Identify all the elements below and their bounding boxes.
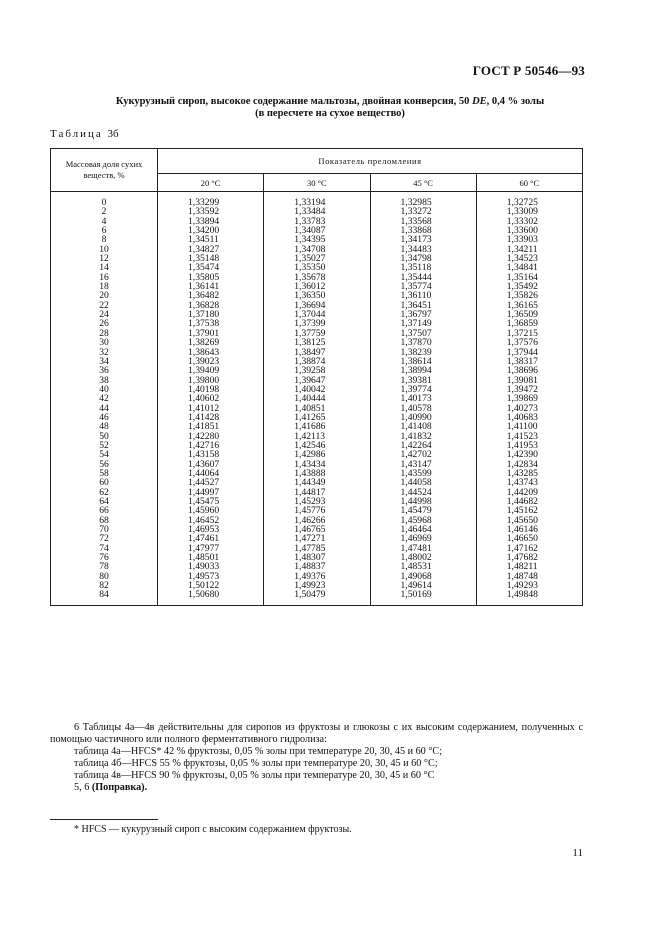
- cell-mass-fraction: 36: [51, 366, 158, 375]
- cell-mass-fraction: 20: [51, 291, 158, 300]
- table-label: [50, 128, 119, 140]
- cell-refraction-index: 1,38317: [476, 357, 582, 366]
- cell-refraction-index: 1,35118: [370, 263, 476, 272]
- cell-refraction-index: 1,34173: [370, 235, 476, 244]
- cell-refraction-index: 1,39081: [476, 376, 582, 385]
- cell-mass-fraction: 48: [51, 422, 158, 431]
- cell-refraction-index: 1,46452: [158, 516, 264, 525]
- cell-refraction-index: 1,40683: [476, 413, 582, 422]
- cell-mass-fraction: 76: [51, 553, 158, 562]
- cell-refraction-index: 1,49068: [370, 572, 476, 581]
- cell-refraction-index: 1,37180: [158, 310, 264, 319]
- cell-refraction-index: 1,39409: [158, 366, 264, 375]
- cell-mass-fraction: 4: [51, 217, 158, 226]
- cell-refraction-index: 1,47461: [158, 534, 264, 543]
- cell-refraction-index: 1,34798: [370, 254, 476, 263]
- cell-refraction-index: 1,41523: [476, 432, 582, 441]
- cell-refraction-index: 1,42280: [158, 432, 264, 441]
- table-label-word: Таблица: [50, 128, 103, 140]
- cell-refraction-index: 1,48748: [476, 572, 582, 581]
- cell-refraction-index: 1,36141: [158, 282, 264, 291]
- cell-refraction-index: 1,35774: [370, 282, 476, 291]
- cell-refraction-index: 1,36012: [264, 282, 370, 291]
- cell-refraction-index: 1,43743: [476, 478, 582, 487]
- cell-mass-fraction: 50: [51, 432, 158, 441]
- cell-mass-fraction: 12: [51, 254, 158, 263]
- cell-refraction-index: 1,49033: [158, 562, 264, 571]
- cell-refraction-index: 1,36859: [476, 319, 582, 328]
- cell-mass-fraction: 6: [51, 226, 158, 235]
- table-row: [51, 192, 583, 208]
- cell-refraction-index: 1,37399: [264, 319, 370, 328]
- cell-mass-fraction: 56: [51, 460, 158, 469]
- cell-refraction-index: 1,50122: [158, 581, 264, 590]
- amendment-note: [50, 782, 583, 794]
- note-paragraph: 6 Таблицы 4а—4в действительны для сиропов из фруктозы и глюкозы с их высоким содержанием, полученных с помощью частичного или полного ферментативного гидролиза:: [50, 722, 583, 745]
- cell-refraction-index: 1,34708: [264, 245, 370, 254]
- cell-mass-fraction: 54: [51, 450, 158, 459]
- cell-mass-fraction: 74: [51, 544, 158, 553]
- cell-refraction-index: 1,42264: [370, 441, 476, 450]
- cell-refraction-index: 1,48837: [264, 562, 370, 571]
- note-line-4v: таблица 4в—HFCS 90 % фруктозы, 0,05 % золы при температуре 20, 30, 45 и 60 °С: [74, 770, 435, 781]
- cell-refraction-index: 1,37901: [158, 329, 264, 338]
- cell-refraction-index: 1,38643: [158, 348, 264, 357]
- cell-mass-fraction: 28: [51, 329, 158, 338]
- cell-refraction-index: 1,47785: [264, 544, 370, 553]
- cell-refraction-index: 1,34087: [264, 226, 370, 235]
- cell-refraction-index: 1,35678: [264, 273, 370, 282]
- cell-mass-fraction: 42: [51, 394, 158, 403]
- cell-refraction-index: 1,49376: [264, 572, 370, 581]
- cell-refraction-index: 1,33894: [158, 217, 264, 226]
- cell-refraction-index: 1,43607: [158, 460, 264, 469]
- cell-refraction-index: 1,40578: [370, 404, 476, 413]
- cell-mass-fraction: 66: [51, 506, 158, 515]
- cell-refraction-index: 1,33903: [476, 235, 582, 244]
- footnote-divider: [50, 819, 158, 820]
- cell-refraction-index: 1,42834: [476, 460, 582, 469]
- cell-refraction-index: 1,46146: [476, 525, 582, 534]
- cell-refraction-index: 1,34841: [476, 263, 582, 272]
- cell-refraction-index: 1,36828: [158, 301, 264, 310]
- cell-refraction-index: 1,44064: [158, 469, 264, 478]
- cell-refraction-index: 1,44817: [264, 488, 370, 497]
- cell-refraction-index: 1,40173: [370, 394, 476, 403]
- column-header-mass: Массовая доля сухих веществ, %: [51, 149, 158, 192]
- cell-refraction-index: 1,45293: [264, 497, 370, 506]
- cell-refraction-index: 1,41408: [370, 422, 476, 431]
- cell-refraction-index: 1,37870: [370, 338, 476, 347]
- cell-refraction-index: 1,48307: [264, 553, 370, 562]
- cell-refraction-index: 1,36509: [476, 310, 582, 319]
- cell-refraction-index: 1,45960: [158, 506, 264, 515]
- cell-refraction-index: 1,47481: [370, 544, 476, 553]
- table-number: 3б: [107, 128, 119, 140]
- column-header-temp-20: 20 °С: [158, 174, 264, 192]
- amendment-prefix: 5, 6: [74, 782, 92, 793]
- cell-mass-fraction: 34: [51, 357, 158, 366]
- cell-refraction-index: 1,42716: [158, 441, 264, 450]
- cell-mass-fraction: 24: [51, 310, 158, 319]
- cell-refraction-index: 1,47977: [158, 544, 264, 553]
- cell-mass-fraction: 80: [51, 572, 158, 581]
- cell-refraction-index: 1,44209: [476, 488, 582, 497]
- cell-refraction-index: 1,43888: [264, 469, 370, 478]
- cell-refraction-index: 1,38239: [370, 348, 476, 357]
- cell-mass-fraction: 64: [51, 497, 158, 506]
- cell-refraction-index: 1,49293: [476, 581, 582, 590]
- cell-mass-fraction: 32: [51, 348, 158, 357]
- column-header-temp-30: 30 °С: [264, 174, 370, 192]
- cell-refraction-index: 1,37507: [370, 329, 476, 338]
- cell-refraction-index: 1,45162: [476, 506, 582, 515]
- cell-refraction-index: 1,34211: [476, 245, 582, 254]
- cell-mass-fraction: 70: [51, 525, 158, 534]
- cell-refraction-index: 1,32985: [370, 192, 476, 208]
- cell-refraction-index: 1,46650: [476, 534, 582, 543]
- cell-refraction-index: 1,42113: [264, 432, 370, 441]
- page-number: 11: [572, 847, 583, 859]
- cell-refraction-index: 1,37044: [264, 310, 370, 319]
- cell-refraction-index: 1,37576: [476, 338, 582, 347]
- heading-line-1-suffix: , 0,4 % золы: [486, 96, 545, 107]
- cell-refraction-index: 1,46969: [370, 534, 476, 543]
- cell-refraction-index: 1,45968: [370, 516, 476, 525]
- cell-refraction-index: 1,44527: [158, 478, 264, 487]
- cell-refraction-index: 1,41686: [264, 422, 370, 431]
- cell-refraction-index: 1,48211: [476, 562, 582, 571]
- cell-refraction-index: 1,35826: [476, 291, 582, 300]
- cell-refraction-index: 1,36797: [370, 310, 476, 319]
- cell-refraction-index: 1,47162: [476, 544, 582, 553]
- cell-refraction-index: 1,41832: [370, 432, 476, 441]
- cell-refraction-index: 1,33783: [264, 217, 370, 226]
- cell-refraction-index: 1,36350: [264, 291, 370, 300]
- cell-refraction-index: 1,43158: [158, 450, 264, 459]
- cell-refraction-index: 1,50479: [264, 590, 370, 605]
- cell-refraction-index: 1,33272: [370, 207, 476, 216]
- cell-refraction-index: 1,43285: [476, 469, 582, 478]
- cell-refraction-index: 1,40602: [158, 394, 264, 403]
- cell-refraction-index: 1,39381: [370, 376, 476, 385]
- notes-section: [50, 722, 583, 794]
- cell-mass-fraction: 38: [51, 376, 158, 385]
- cell-mass-fraction: 0: [51, 192, 158, 208]
- cell-refraction-index: 1,46953: [158, 525, 264, 534]
- cell-refraction-index: 1,41100: [476, 422, 582, 431]
- cell-refraction-index: 1,49848: [476, 590, 582, 605]
- cell-refraction-index: 1,35027: [264, 254, 370, 263]
- cell-refraction-index: 1,34523: [476, 254, 582, 263]
- cell-refraction-index: 1,46266: [264, 516, 370, 525]
- cell-refraction-index: 1,33868: [370, 226, 476, 235]
- cell-refraction-index: 1,48531: [370, 562, 476, 571]
- cell-mass-fraction: 10: [51, 245, 158, 254]
- cell-refraction-index: 1,36110: [370, 291, 476, 300]
- cell-mass-fraction: 72: [51, 534, 158, 543]
- cell-refraction-index: 1,38497: [264, 348, 370, 357]
- cell-refraction-index: 1,35805: [158, 273, 264, 282]
- cell-refraction-index: 1,38125: [264, 338, 370, 347]
- table-row: [51, 590, 583, 605]
- cell-refraction-index: 1,36694: [264, 301, 370, 310]
- cell-refraction-index: 1,38269: [158, 338, 264, 347]
- cell-refraction-index: 1,40042: [264, 385, 370, 394]
- cell-refraction-index: 1,42546: [264, 441, 370, 450]
- footnote: * HFCS — кукурузный сироп с высоким содержанием фруктозы.: [74, 824, 352, 835]
- cell-refraction-index: 1,36451: [370, 301, 476, 310]
- document-code: ГОСТ Р 50546—93: [472, 63, 585, 78]
- cell-refraction-index: 1,34511: [158, 235, 264, 244]
- cell-refraction-index: 1,43599: [370, 469, 476, 478]
- cell-refraction-index: 1,35148: [158, 254, 264, 263]
- cell-refraction-index: 1,45650: [476, 516, 582, 525]
- cell-refraction-index: 1,37944: [476, 348, 582, 357]
- cell-refraction-index: 1,49573: [158, 572, 264, 581]
- cell-refraction-index: 1,44998: [370, 497, 476, 506]
- column-header-refraction: Показатель преломления: [158, 149, 583, 174]
- cell-mass-fraction: 62: [51, 488, 158, 497]
- cell-mass-fraction: 16: [51, 273, 158, 282]
- cell-refraction-index: 1,33299: [158, 192, 264, 208]
- cell-mass-fraction: 58: [51, 469, 158, 478]
- cell-refraction-index: 1,37215: [476, 329, 582, 338]
- cell-refraction-index: 1,33194: [264, 192, 370, 208]
- cell-refraction-index: 1,33009: [476, 207, 582, 216]
- cell-refraction-index: 1,44682: [476, 497, 582, 506]
- cell-mass-fraction: 46: [51, 413, 158, 422]
- cell-refraction-index: 1,39774: [370, 385, 476, 394]
- cell-refraction-index: 1,42702: [370, 450, 476, 459]
- cell-mass-fraction: 60: [51, 478, 158, 487]
- cell-mass-fraction: 30: [51, 338, 158, 347]
- table-body: [51, 192, 583, 606]
- cell-refraction-index: 1,43147: [370, 460, 476, 469]
- cell-mass-fraction: 44: [51, 404, 158, 413]
- heading-line-2: (в пересчете на сухое вещество): [255, 108, 405, 119]
- cell-mass-fraction: 18: [51, 282, 158, 291]
- cell-refraction-index: 1,39800: [158, 376, 264, 385]
- cell-refraction-index: 1,33592: [158, 207, 264, 216]
- cell-refraction-index: 1,44524: [370, 488, 476, 497]
- cell-mass-fraction: 84: [51, 590, 158, 605]
- cell-refraction-index: 1,36165: [476, 301, 582, 310]
- cell-refraction-index: 1,44997: [158, 488, 264, 497]
- heading-de: DE: [472, 96, 487, 107]
- cell-refraction-index: 1,40990: [370, 413, 476, 422]
- cell-refraction-index: 1,32725: [476, 192, 582, 208]
- table-heading: [40, 96, 620, 120]
- cell-mass-fraction: 8: [51, 235, 158, 244]
- cell-refraction-index: 1,34200: [158, 226, 264, 235]
- cell-refraction-index: 1,40851: [264, 404, 370, 413]
- cell-mass-fraction: 2: [51, 207, 158, 216]
- cell-refraction-index: 1,37149: [370, 319, 476, 328]
- cell-refraction-index: 1,33302: [476, 217, 582, 226]
- cell-refraction-index: 1,41265: [264, 413, 370, 422]
- cell-refraction-index: 1,39869: [476, 394, 582, 403]
- cell-refraction-index: 1,39472: [476, 385, 582, 394]
- cell-refraction-index: 1,44058: [370, 478, 476, 487]
- cell-mass-fraction: 68: [51, 516, 158, 525]
- note-line-4a: таблица 4а—HFCS* 42 % фруктозы, 0,05 % золы при температуре 20, 30, 45 и 60 °С;: [74, 746, 443, 757]
- column-header-temp-60: 60 °С: [476, 174, 582, 192]
- cell-refraction-index: 1,35444: [370, 273, 476, 282]
- note-line-4b: таблица 4б—HFCS 55 % фруктозы, 0,05 % золы при температуре 20, 30, 45 и 60 °С;: [74, 758, 438, 769]
- cell-refraction-index: 1,48002: [370, 553, 476, 562]
- cell-refraction-index: 1,50680: [158, 590, 264, 605]
- cell-mass-fraction: 78: [51, 562, 158, 571]
- cell-refraction-index: 1,41012: [158, 404, 264, 413]
- cell-refraction-index: 1,39647: [264, 376, 370, 385]
- cell-refraction-index: 1,45776: [264, 506, 370, 515]
- cell-refraction-index: 1,39023: [158, 357, 264, 366]
- cell-refraction-index: 1,46464: [370, 525, 476, 534]
- cell-refraction-index: 1,47271: [264, 534, 370, 543]
- cell-refraction-index: 1,44349: [264, 478, 370, 487]
- cell-refraction-index: 1,34395: [264, 235, 370, 244]
- cell-refraction-index: 1,39258: [264, 366, 370, 375]
- cell-refraction-index: 1,48501: [158, 553, 264, 562]
- cell-refraction-index: 1,45479: [370, 506, 476, 515]
- cell-mass-fraction: 14: [51, 263, 158, 272]
- cell-mass-fraction: 40: [51, 385, 158, 394]
- cell-refraction-index: 1,41428: [158, 413, 264, 422]
- column-header-temp-45: 45 °С: [370, 174, 476, 192]
- cell-refraction-index: 1,40198: [158, 385, 264, 394]
- cell-refraction-index: 1,49614: [370, 581, 476, 590]
- cell-refraction-index: 1,38696: [476, 366, 582, 375]
- cell-refraction-index: 1,37538: [158, 319, 264, 328]
- cell-refraction-index: 1,41851: [158, 422, 264, 431]
- cell-refraction-index: 1,42390: [476, 450, 582, 459]
- cell-refraction-index: 1,35474: [158, 263, 264, 272]
- cell-mass-fraction: 26: [51, 319, 158, 328]
- cell-refraction-index: 1,35164: [476, 273, 582, 282]
- cell-refraction-index: 1,33484: [264, 207, 370, 216]
- cell-refraction-index: 1,49923: [264, 581, 370, 590]
- cell-refraction-index: 1,43434: [264, 460, 370, 469]
- cell-refraction-index: 1,38994: [370, 366, 476, 375]
- cell-refraction-index: 1,34483: [370, 245, 476, 254]
- amendment-bold: (Поправка).: [91, 782, 148, 793]
- cell-refraction-index: 1,41953: [476, 441, 582, 450]
- heading-line-1: [40, 96, 620, 108]
- cell-refraction-index: 1,40444: [264, 394, 370, 403]
- cell-refraction-index: 1,35350: [264, 263, 370, 272]
- cell-refraction-index: 1,40273: [476, 404, 582, 413]
- cell-refraction-index: 1,37759: [264, 329, 370, 338]
- cell-refraction-index: 1,38874: [264, 357, 370, 366]
- cell-refraction-index: 1,33600: [476, 226, 582, 235]
- cell-mass-fraction: 52: [51, 441, 158, 450]
- cell-refraction-index: 1,33568: [370, 217, 476, 226]
- cell-refraction-index: 1,45475: [158, 497, 264, 506]
- cell-refraction-index: 1,47682: [476, 553, 582, 562]
- refraction-table: [50, 148, 583, 606]
- cell-refraction-index: 1,42986: [264, 450, 370, 459]
- cell-refraction-index: 1,34827: [158, 245, 264, 254]
- cell-refraction-index: 1,50169: [370, 590, 476, 605]
- cell-refraction-index: 1,46765: [264, 525, 370, 534]
- cell-refraction-index: 1,36482: [158, 291, 264, 300]
- cell-refraction-index: 1,35492: [476, 282, 582, 291]
- cell-refraction-index: 1,38614: [370, 357, 476, 366]
- cell-mass-fraction: 22: [51, 301, 158, 310]
- heading-line-1-prefix: Кукурузный сироп, высокое содержание мальтозы, двойная конверсия, 50: [115, 96, 473, 107]
- cell-mass-fraction: 82: [51, 581, 158, 590]
